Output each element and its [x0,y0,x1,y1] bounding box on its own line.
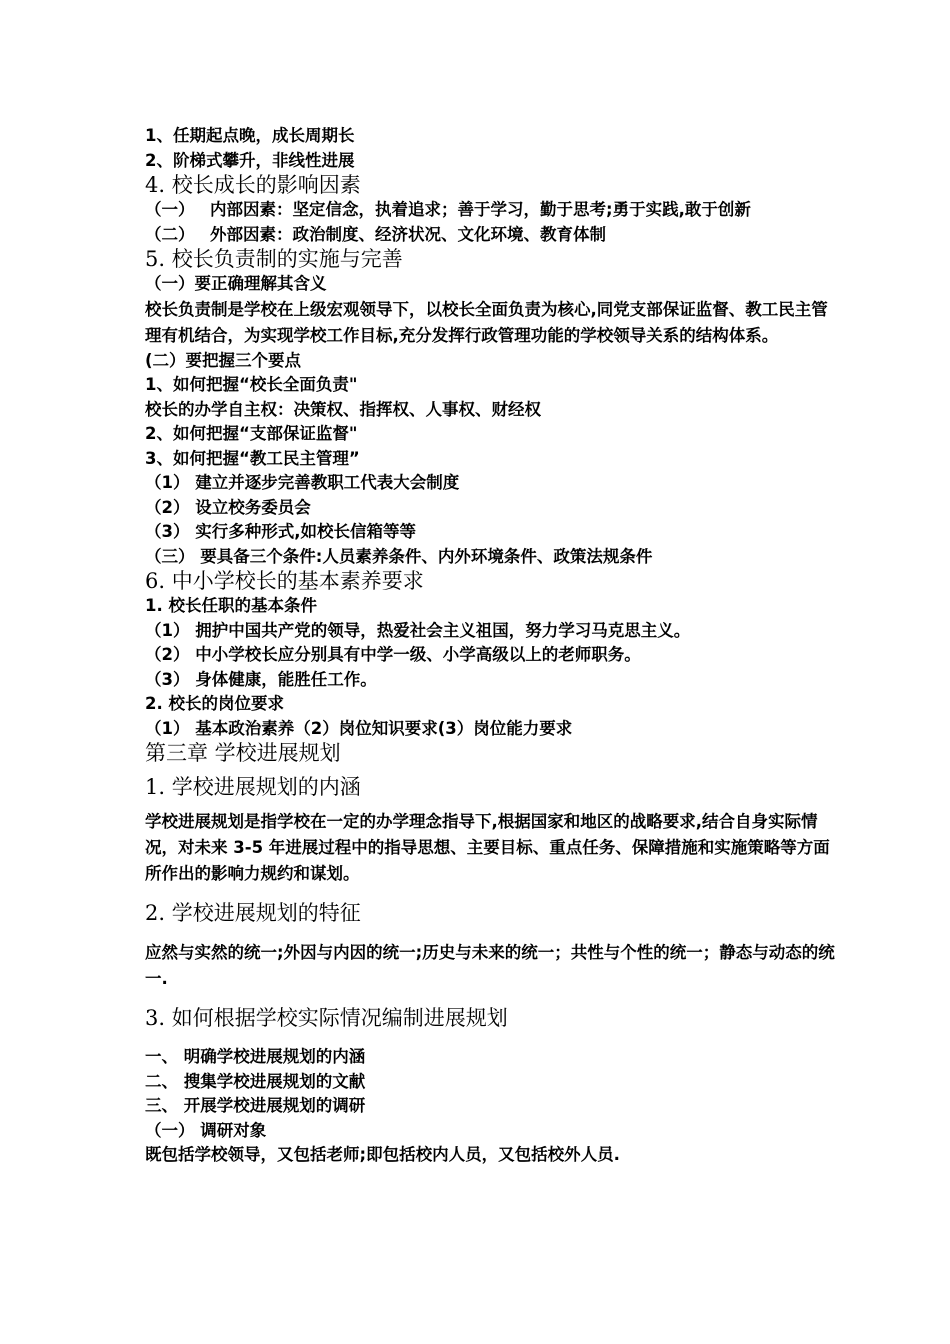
text-line: （1） 基本政治素养（2）岗位知识要求(3）岗位能力要求 [145,718,573,738]
text-line: （三） 要具备三个条件:人员素养条件、内外环境条件、政策法规条件 [145,546,653,566]
text-line: （3） 身体健康，能胜任工作。 [145,669,377,689]
text-line: 三、 开展学校进展规划的调研 [145,1096,366,1115]
text-line: 一、 明确学校进展规划的内涵 [145,1047,366,1066]
paragraph: 应然与实然的统一;外因与内因的统一;历史与未来的统一；共性与个性的统一；静态与动态的统一. [145,943,835,988]
chapter-title: 第三章 学校进展规划 [145,741,341,765]
section-heading: 3. 如何根据学校实际情况编制进展规划 [145,1006,508,1030]
text-line: （一） 调研对象 [145,1120,267,1140]
text-line: 二、 搜集学校进展规划的文献 [145,1071,366,1091]
list-text: 内部因素：坚定信念，执着追求；善于学习，勤于思考;勇于实践,敢于创新 [210,200,751,219]
text-line: 1、如何把握“校长全面负责" [145,375,358,394]
section-heading: 6. 中小学校长的基本素养要求 [145,569,424,593]
text-line: 校长的办学自主权：决策权、指挥权、人事权、财经权 [145,399,541,419]
text-line: 3、如何把握“教工民主管理” [145,448,360,468]
text-line: (二）要把握三个要点 [145,350,302,370]
section-heading: 5. 校长负责制的实施与完善 [145,247,403,271]
list-item [145,223,835,248]
text-line: 2、阶梯式攀升，非线性进展 [145,150,355,170]
text-line: 既包括学校领导，又包括老师;即包括校内人员，又包括校外人员. [145,1145,620,1164]
list-item [145,198,835,223]
list-number: （一） [145,200,195,219]
section-heading: 4. 校长成长的影响因素 [145,173,361,197]
text-line: 1. 校长任职的基本条件 [145,596,317,615]
text-line: （1） 拥护中国共产党的领导，热爱社会主义祖国，努力学习马克思主义。 [145,620,691,640]
list-text: 外部因素：政治制度、经济状况、文化环境、教育体制 [210,224,606,244]
paragraph: 学校进展规划是指学校在一定的办学理念指导下,根据国家和地区的战略要求,结合自身实际情况，对未来 3-5 年进展过程中的指导思想、主要目标、重点任务、保障措施和实施策略等方面所作出的影响力规约和谋划。 [145,812,830,883]
section-heading: 1. 学校进展规划的内涵 [145,775,361,799]
list-number: （二） [145,224,195,244]
text-line: （2） 设立校务委员会 [145,497,311,517]
section-heading: 2. 学校进展规划的特征 [145,901,361,925]
text-line: 2. 校长的岗位要求 [145,694,284,713]
paragraph: 校长负责制是学校在上级宏观领导下，以校长全面负责为核心,同党支部保证监督、教工民主管理有机结合，为实现学校工作目标,充分发挥行政管理功能的学校领导关系的结构体系。 [145,299,828,345]
text-line: （2） 中小学校长应分别具有中学一级、小学高级以上的老师职务。 [145,645,641,664]
text-line: 2、如何把握“支部保证监督" [145,424,358,443]
text-line: 1、任期起点晚，成长周期长 [145,126,355,145]
document-body [145,124,835,1168]
text-line: （3） 实行多种形式,如校长信箱等等 [145,522,416,541]
text-line: （1） 建立并逐步完善教职工代表大会制度 [145,473,460,492]
text-line: （一）要正确理解其含义 [145,274,327,293]
